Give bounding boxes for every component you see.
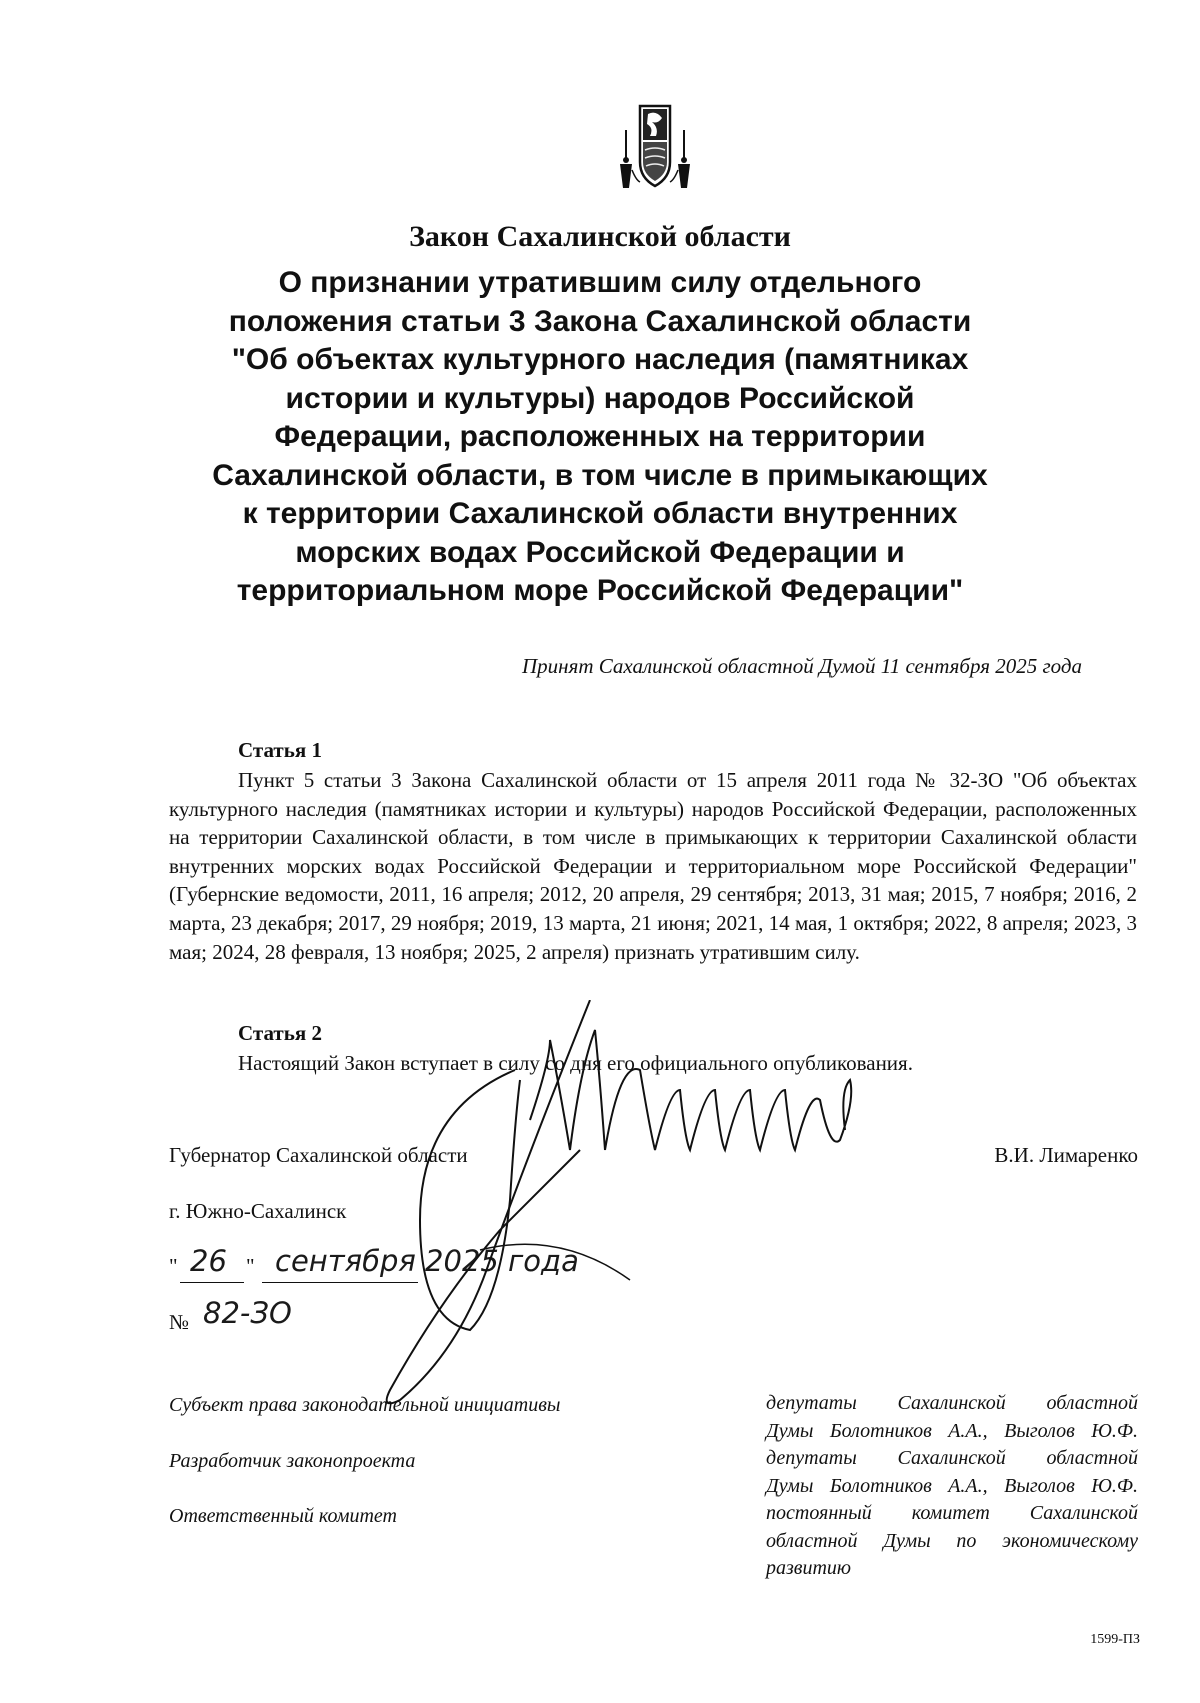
- subtitle-line: морских водах Российской Федерации и: [295, 535, 905, 569]
- meta-value-line: депутаты Сахалинской областной: [766, 1447, 1138, 1469]
- meta-value-line: Думы Болотников А.А., Выголов Ю.Ф.: [766, 1474, 1138, 1497]
- subtitle-line: Сахалинской области, в том числе в примыкающих: [212, 458, 988, 492]
- meta-value-line: постоянный комитет Сахалинской: [766, 1502, 1138, 1524]
- article-2-text: Настоящий Закон вступает в силу со дня его официального опубликования.: [238, 1051, 913, 1075]
- article-2-heading: Статья 2: [238, 1021, 322, 1045]
- meta-value-line: развитию: [766, 1557, 852, 1579]
- subtitle-line: Федерации, расположенных на территории: [274, 420, 926, 453]
- meta-value-line: депутаты Сахалинской областной: [766, 1392, 1138, 1414]
- date-open-quote: ": [169, 1254, 178, 1278]
- meta-label-developer: Разработчик законопроекта: [169, 1450, 416, 1472]
- adoption-note: Принят Сахалинской областной Думой 11 сентября 2025 года: [521, 654, 1082, 678]
- article-1-heading: Статья 1: [238, 738, 322, 762]
- date-close-quote: ": [246, 1254, 255, 1278]
- subtitle-line: О признании утратившим силу отдельного: [278, 266, 922, 299]
- subtitle-line: положения статьи 3 Закона Сахалинской области: [228, 304, 972, 338]
- subtitle-line: к территории Сахалинской области внутренних: [242, 497, 958, 530]
- number-prefix: №: [169, 1310, 190, 1334]
- meta-value-committee: [766, 1500, 1138, 1583]
- meta-value-developer: [766, 1445, 1138, 1500]
- date-day-underline: [180, 1282, 244, 1283]
- signatory-name: В.И. Лимаренко: [994, 1143, 1138, 1167]
- meta-label-initiative: Субъект права законодательной инициативы: [169, 1394, 561, 1416]
- article-1-text: Пункт 5 статьи 3 Закона Сахалинской области от 15 апреля 2011 года № 32-ЗО "Об объектах культурного наследия (памятниках истории и культуры) народов Российской Федерации, расположенных на территории Сахалинской области, в том числе в примыкающих к территории Сахалинской области внутренних морских водах Российской Федерации и территориальном море Российской Федерации" (Губернские ведомости, 2011, 16 апреля; 2012, 20 апреля, 29 сентября; 2013, 31 мая; 2015, 7 ноября; 2016, 2 марта, 23 декабря; 2017, 29 ноября; 2019, 13 марта, 21 июня; 2021, 14 мая, 1 октября; 2022, 8 апреля; 2023, 3 мая; 2024, 28 февраля, 13 ноября; 2025, 2 апреля) признать утратившим силу.: [169, 768, 1137, 964]
- law-number: 82-ЗО: [203, 1296, 292, 1330]
- meta-value-line: Думы Болотников А.А., Выголов Ю.Ф.: [766, 1419, 1138, 1442]
- law-subtitle: [200, 264, 1000, 611]
- place-of-signing: г. Южно-Сахалинск: [169, 1199, 347, 1223]
- meta-value-line: областной Думы по экономическому: [766, 1529, 1138, 1552]
- date-month-year: сентября 2025 года: [275, 1244, 579, 1278]
- law-title: Закон Сахалинской области: [409, 220, 791, 253]
- subtitle-line: территориальном море Российской Федерации": [236, 574, 964, 607]
- document-code: 1599-ПЗ: [1090, 1632, 1140, 1647]
- meta-label-committee: Ответственный комитет: [169, 1505, 397, 1527]
- subtitle-line: "Об объектах культурного наследия (памятниках: [231, 343, 969, 376]
- meta-value-initiative: [766, 1390, 1138, 1445]
- subtitle-line: истории и культуры) народов Российской: [285, 381, 915, 415]
- handwritten-signature-icon: [380, 1000, 900, 1420]
- signatory-position: Губернатор Сахалинской области: [169, 1143, 468, 1167]
- date-day: 26: [190, 1244, 227, 1278]
- coat-of-arms-icon: [612, 100, 698, 196]
